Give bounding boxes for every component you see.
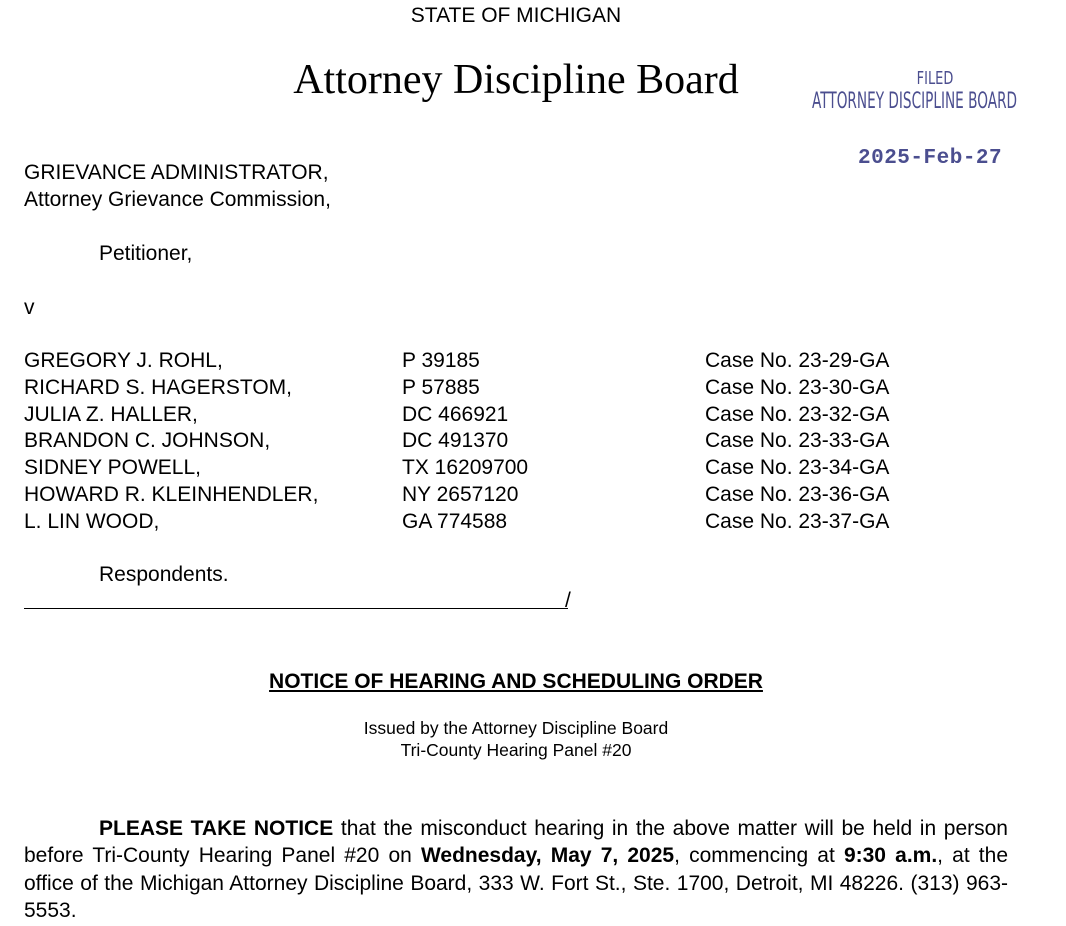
filed-stamp [812,68,1062,114]
case-number: Case No. 23-36-GA [705,482,890,506]
notice-title: NOTICE OF HEARING AND SCHEDULING ORDER [269,670,763,693]
notice-paragraph [24,815,1008,924]
bar-number: P 57885 [402,375,480,399]
state-heading: STATE OF MICHIGAN [410,4,622,27]
caption-slash: / [565,589,571,612]
stamp-board-label: ATTORNEY DISCIPLINE BOARD [812,89,1018,114]
stamp-filed-label: FILED [916,68,954,89]
respondent-name: SIDNEY POWELL, [24,456,202,480]
bar-number: DC 466921 [402,402,509,426]
notice-text-2: , commencing at [674,844,844,868]
notice-text-3: , at the office of the Michigan Attorney Discipline Board, 333 W. Fort St., Ste. 1700, Detroit, MI 48226. (313) 963-5553. [24,844,1008,922]
hearing-panel: Tri-County Hearing Panel #20 [400,740,632,760]
notice-lead: PLEASE TAKE NOTICE [99,817,334,840]
bar-number: GA 774588 [402,509,508,533]
respondent-name: GREGORY J. ROHL, [24,349,223,372]
table-row [24,375,889,402]
petitioner-agency: Attorney Grievance Commission, [24,188,331,211]
case-number: Case No. 23-30-GA [705,375,890,399]
respondent-name: HOWARD R. KLEINHENDLER, [24,482,319,506]
table-row [24,428,889,455]
table-row [24,402,889,429]
table-row [24,482,889,509]
case-number: Case No. 23-33-GA [705,429,890,453]
table-row [24,509,889,536]
bar-number: NY 2657120 [402,482,519,506]
petitioner-name: GRIEVANCE ADMINISTRATOR, [24,161,329,184]
case-number: Case No. 23-29-GA [705,349,890,372]
hearing-time: 9:30 a.m. [843,844,938,868]
case-number: Case No. 23-32-GA [705,402,890,426]
respondents-table [24,348,889,536]
respondent-name: L. LIN WOOD, [24,509,160,533]
respondents-role: Respondents. [99,563,229,586]
respondent-name: RICHARD S. HAGERSTOM, [24,375,292,399]
notice-text-1: that the misconduct hearing in the above matter will be held in person before Tri-County Hearing Panel #20 on [24,817,1008,868]
table-row [24,348,889,375]
hearing-date: Wednesday, May 7, 2025 [420,844,675,868]
caption-rule [24,608,568,609]
bar-number: DC 491370 [402,429,509,453]
table-row [24,455,889,482]
issued-by: Issued by the Attorney Discipline Board [363,718,669,738]
petitioner-role: Petitioner, [99,242,193,265]
respondent-name: JULIA Z. HALLER, [24,402,198,426]
bar-number: P 39185 [402,349,480,372]
case-number: Case No. 23-37-GA [705,509,890,533]
case-number: Case No. 23-34-GA [705,456,890,480]
filed-date: 2025-Feb-27 [858,147,1003,170]
board-title: Attorney Discipline Board [293,57,739,103]
respondent-name: BRANDON C. JOHNSON, [24,429,271,453]
bar-number: TX 16209700 [402,456,529,480]
versus: v [24,296,35,319]
